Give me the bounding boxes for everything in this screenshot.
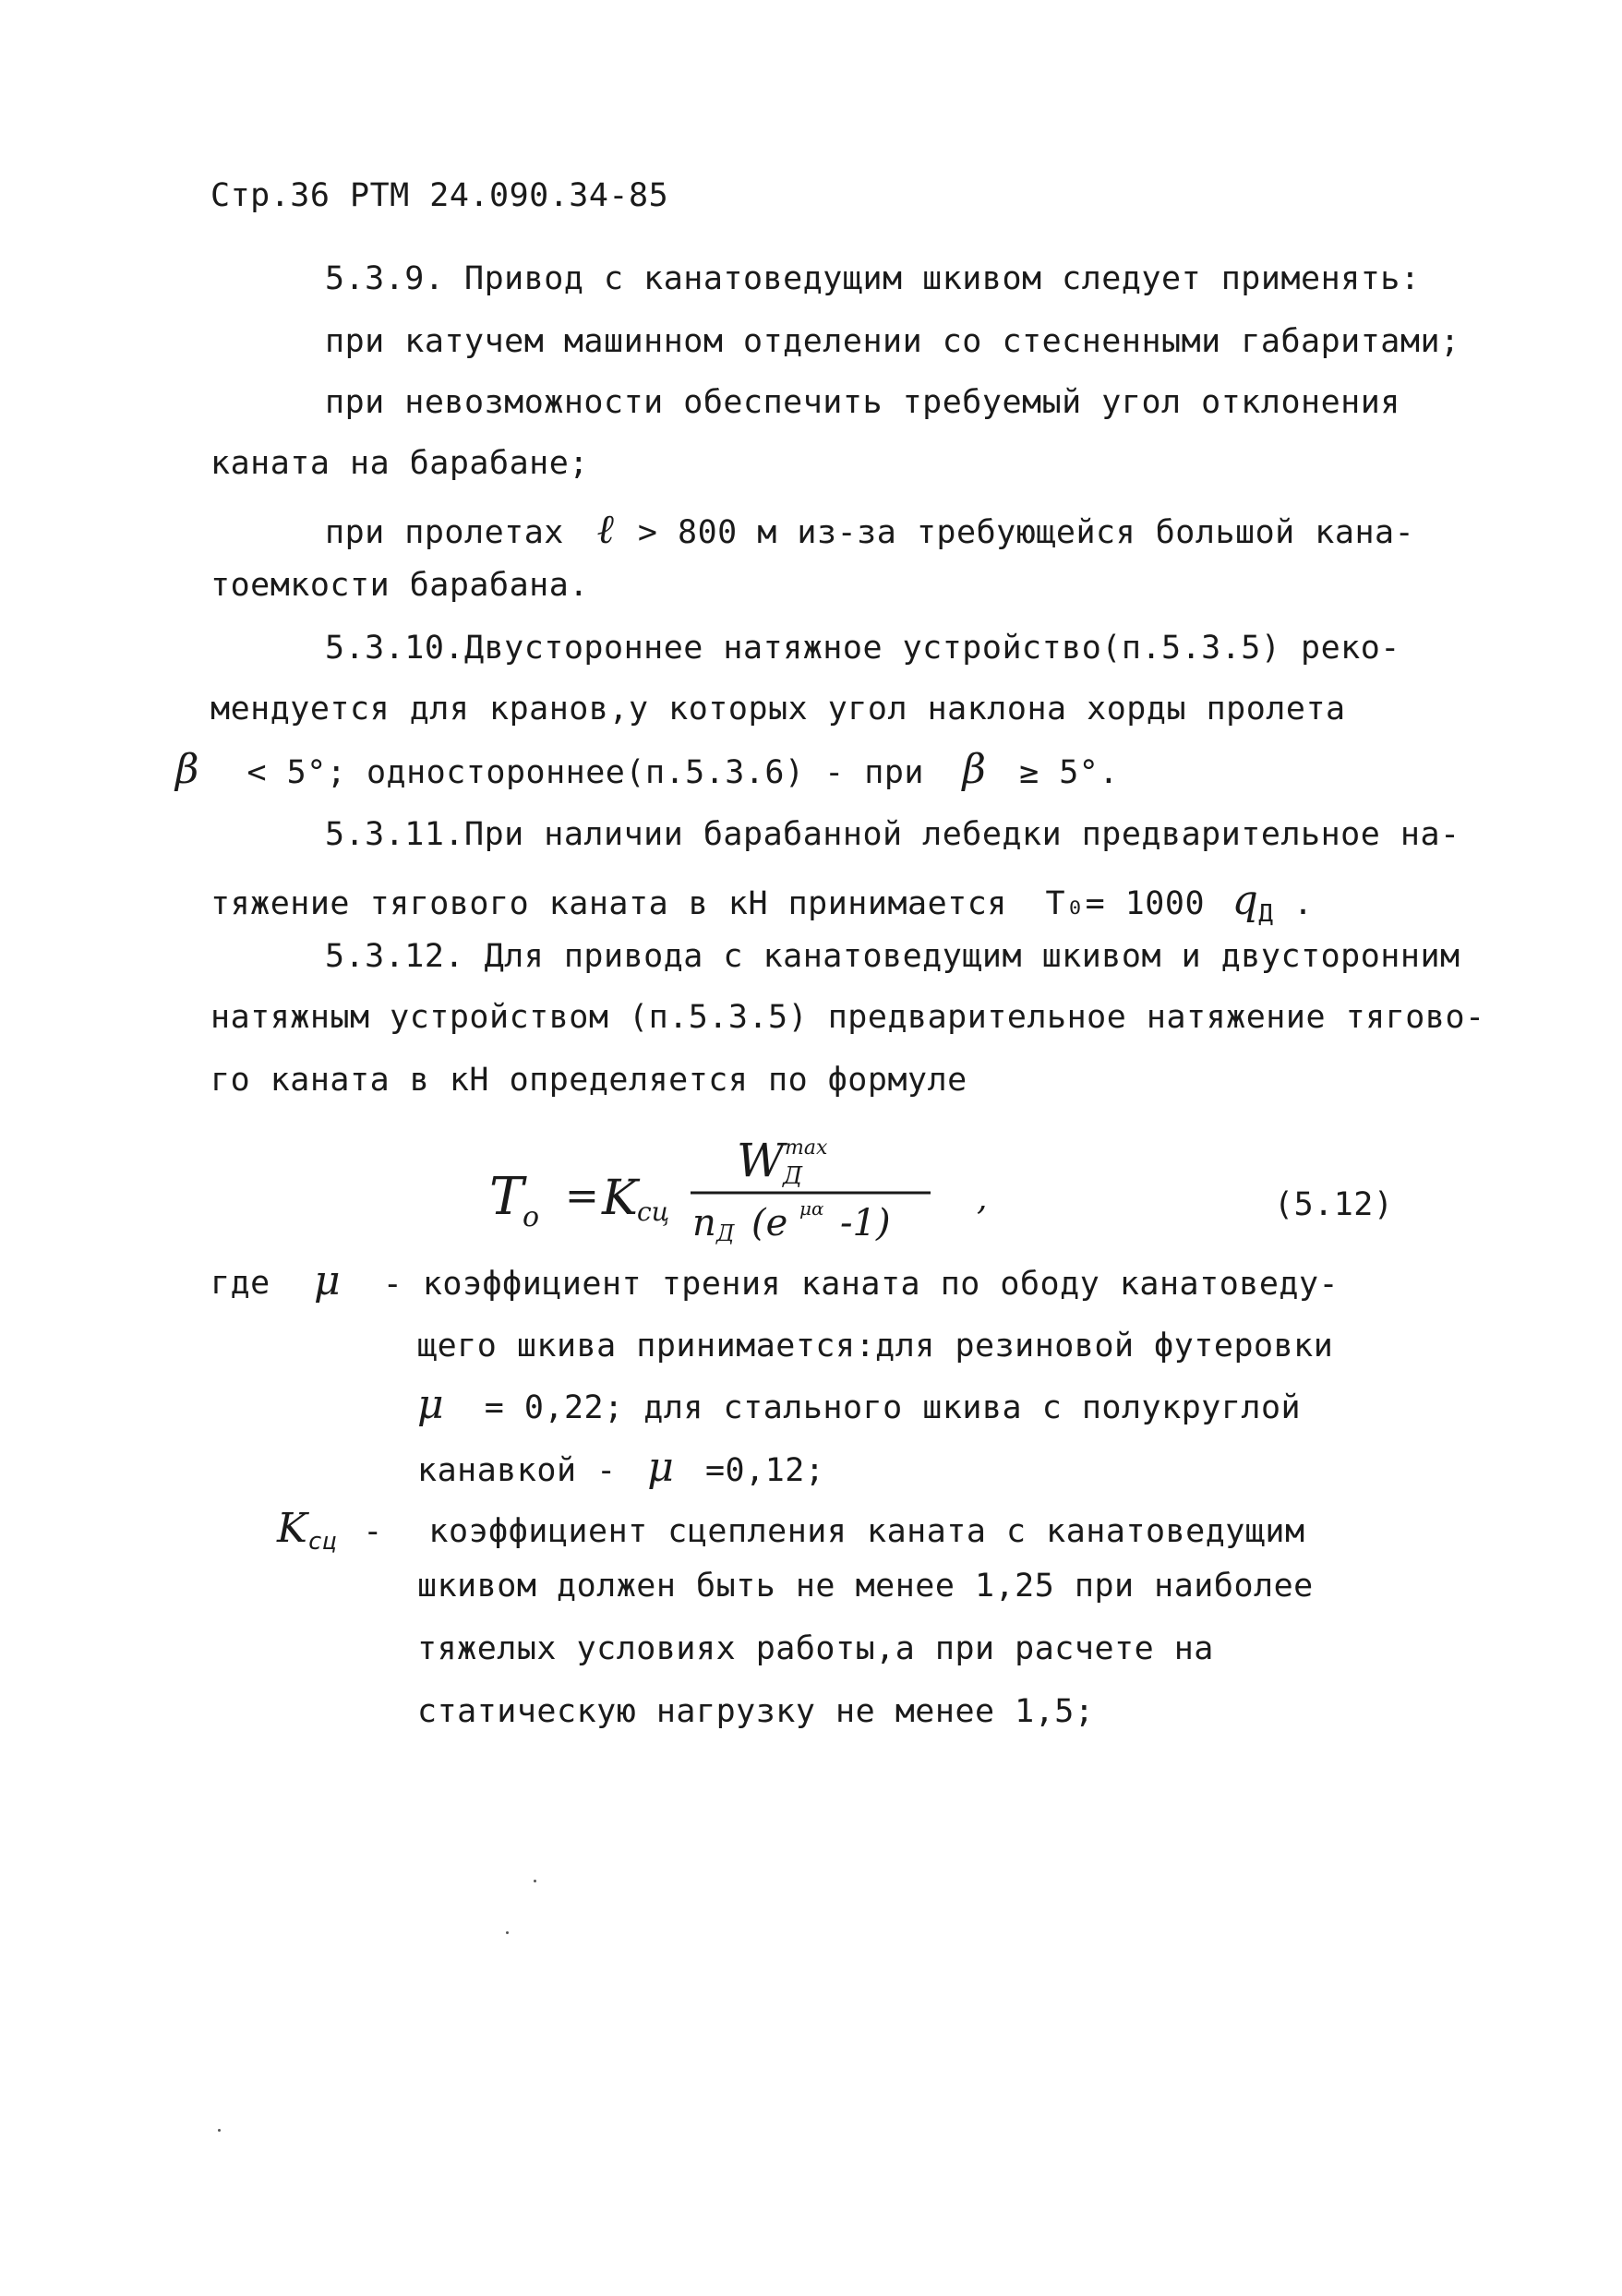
formula-numerator: W — [737, 1134, 785, 1187]
formula-eq: = — [565, 1172, 599, 1220]
p5311-line2-a: тяжение тягового каната в кН принимается — [210, 885, 1007, 922]
k-def-line4: статическую нагрузку не менее 1,5; — [417, 1693, 1095, 1730]
p5310-line1: 5.3.10.Двустороннее натяжное устройство(п.5.3.5) реко- — [325, 630, 1400, 667]
scan-speck — [506, 1931, 509, 1934]
mu-def-line1 — [314, 1257, 1339, 1304]
mu-def-line3 — [417, 1381, 1301, 1428]
k-dash: - — [363, 1513, 383, 1550]
mu-symbol: μ — [314, 1257, 342, 1304]
page-header: Стр.36 РТМ 24.090.34-85 — [210, 177, 669, 214]
p5311-line2-b: T₀= 1000 — [1045, 885, 1206, 922]
k-def-line2: шкивом должен быть не менее 1,25 при наиболее — [417, 1568, 1314, 1605]
mu-symbol-2: μ — [417, 1381, 445, 1428]
p539-line4: каната на барабане; — [210, 445, 589, 482]
scan-speck — [218, 2129, 221, 2132]
p5311-line2 — [210, 877, 1314, 928]
p5310-line3-b: ≥ 5°. — [1019, 754, 1119, 791]
formula-denominator-end: -1) — [840, 1202, 891, 1244]
q-symbol: q — [1232, 877, 1259, 924]
q-subscript: Д — [1258, 900, 1274, 928]
mu-def-line2: щего шкива принимается:для резиновой футеровки — [417, 1328, 1334, 1364]
p5310-line3-a: < 5°; одностороннее(п.5.3.6) - при — [246, 754, 924, 791]
formula-comma: , — [977, 1180, 988, 1218]
p5310-line3 — [175, 746, 1119, 793]
p5312-line1: 5.3.12. Для привода с канатоведущим шкивом и двусторонним — [325, 938, 1460, 975]
k-def-line3: тяжелых условиях работы,а при расчете на — [417, 1630, 1214, 1667]
formula-denominator-sub: Д — [716, 1220, 735, 1246]
formula-lhs-sub: o — [523, 1201, 540, 1233]
p5312-line2: натяжным устройством (п.5.3.5) предварительное натяжение тягово- — [210, 999, 1485, 1036]
p5311-line1: 5.3.11.При наличии барабанной лебедки предварительное на- — [325, 816, 1460, 853]
p5311-line2-end: . — [1293, 885, 1314, 922]
beta-symbol-2: β — [962, 746, 987, 793]
mu-def-text4b: =0,12; — [704, 1452, 825, 1489]
formula-denominator-exp: μα — [799, 1197, 824, 1220]
ell-symbol: ℓ — [596, 506, 615, 553]
mu-def-text4: канавкой - — [417, 1452, 617, 1489]
k-def-text1: коэффициент сцепления каната с канатоведущим — [428, 1513, 1305, 1550]
formula-k: K — [602, 1171, 638, 1226]
formula-numerator-sup: max — [785, 1136, 828, 1160]
mu-symbol-3: μ — [647, 1444, 675, 1491]
formula-5-12 — [489, 1117, 1043, 1256]
formula-k-sub: сц — [637, 1196, 670, 1227]
p539-line1: 5.3.9. Привод с канатоведущим шкивом следует применять: — [325, 260, 1421, 297]
where-label: где — [210, 1265, 270, 1302]
formula-denominator-e: (e — [751, 1202, 788, 1244]
mu-def-line4 — [417, 1444, 824, 1491]
formula-numerator-sub: Д — [783, 1162, 803, 1190]
p539-line5 — [325, 506, 1414, 553]
formula-lhs: T — [489, 1167, 524, 1227]
mu-def-text3: = 0,22; для стального шкива с полукруглой — [484, 1389, 1302, 1426]
formula-number: (5.12) — [1274, 1186, 1394, 1223]
p539-line5-b: > 800 м из-за требующейся большой кана- — [637, 514, 1415, 551]
k-symbol: K — [277, 1505, 308, 1552]
k-def-line1 — [277, 1505, 1305, 1556]
p539-line5-a: при пролетах — [325, 514, 564, 551]
k-subscript: сц — [307, 1528, 338, 1556]
p539-line6: тоемкости барабана. — [210, 567, 589, 604]
p539-line3: при невозможности обеспечить требуемый угол отклонения — [325, 384, 1400, 421]
p5312-line3: го каната в кН определяется по формуле — [210, 1062, 967, 1099]
p5310-line2: мендуется для кранов,у которых угол наклона хорды пролета — [210, 691, 1346, 727]
mu-def-text1: - коэффициент трения каната по ободу канатоведу- — [382, 1266, 1340, 1303]
scan-speck — [534, 1880, 536, 1882]
p539-line2: при катучем машинном отделении со стесненными габаритами; — [325, 323, 1460, 360]
formula-denominator-n: n — [692, 1202, 716, 1244]
beta-symbol: β — [175, 746, 199, 793]
